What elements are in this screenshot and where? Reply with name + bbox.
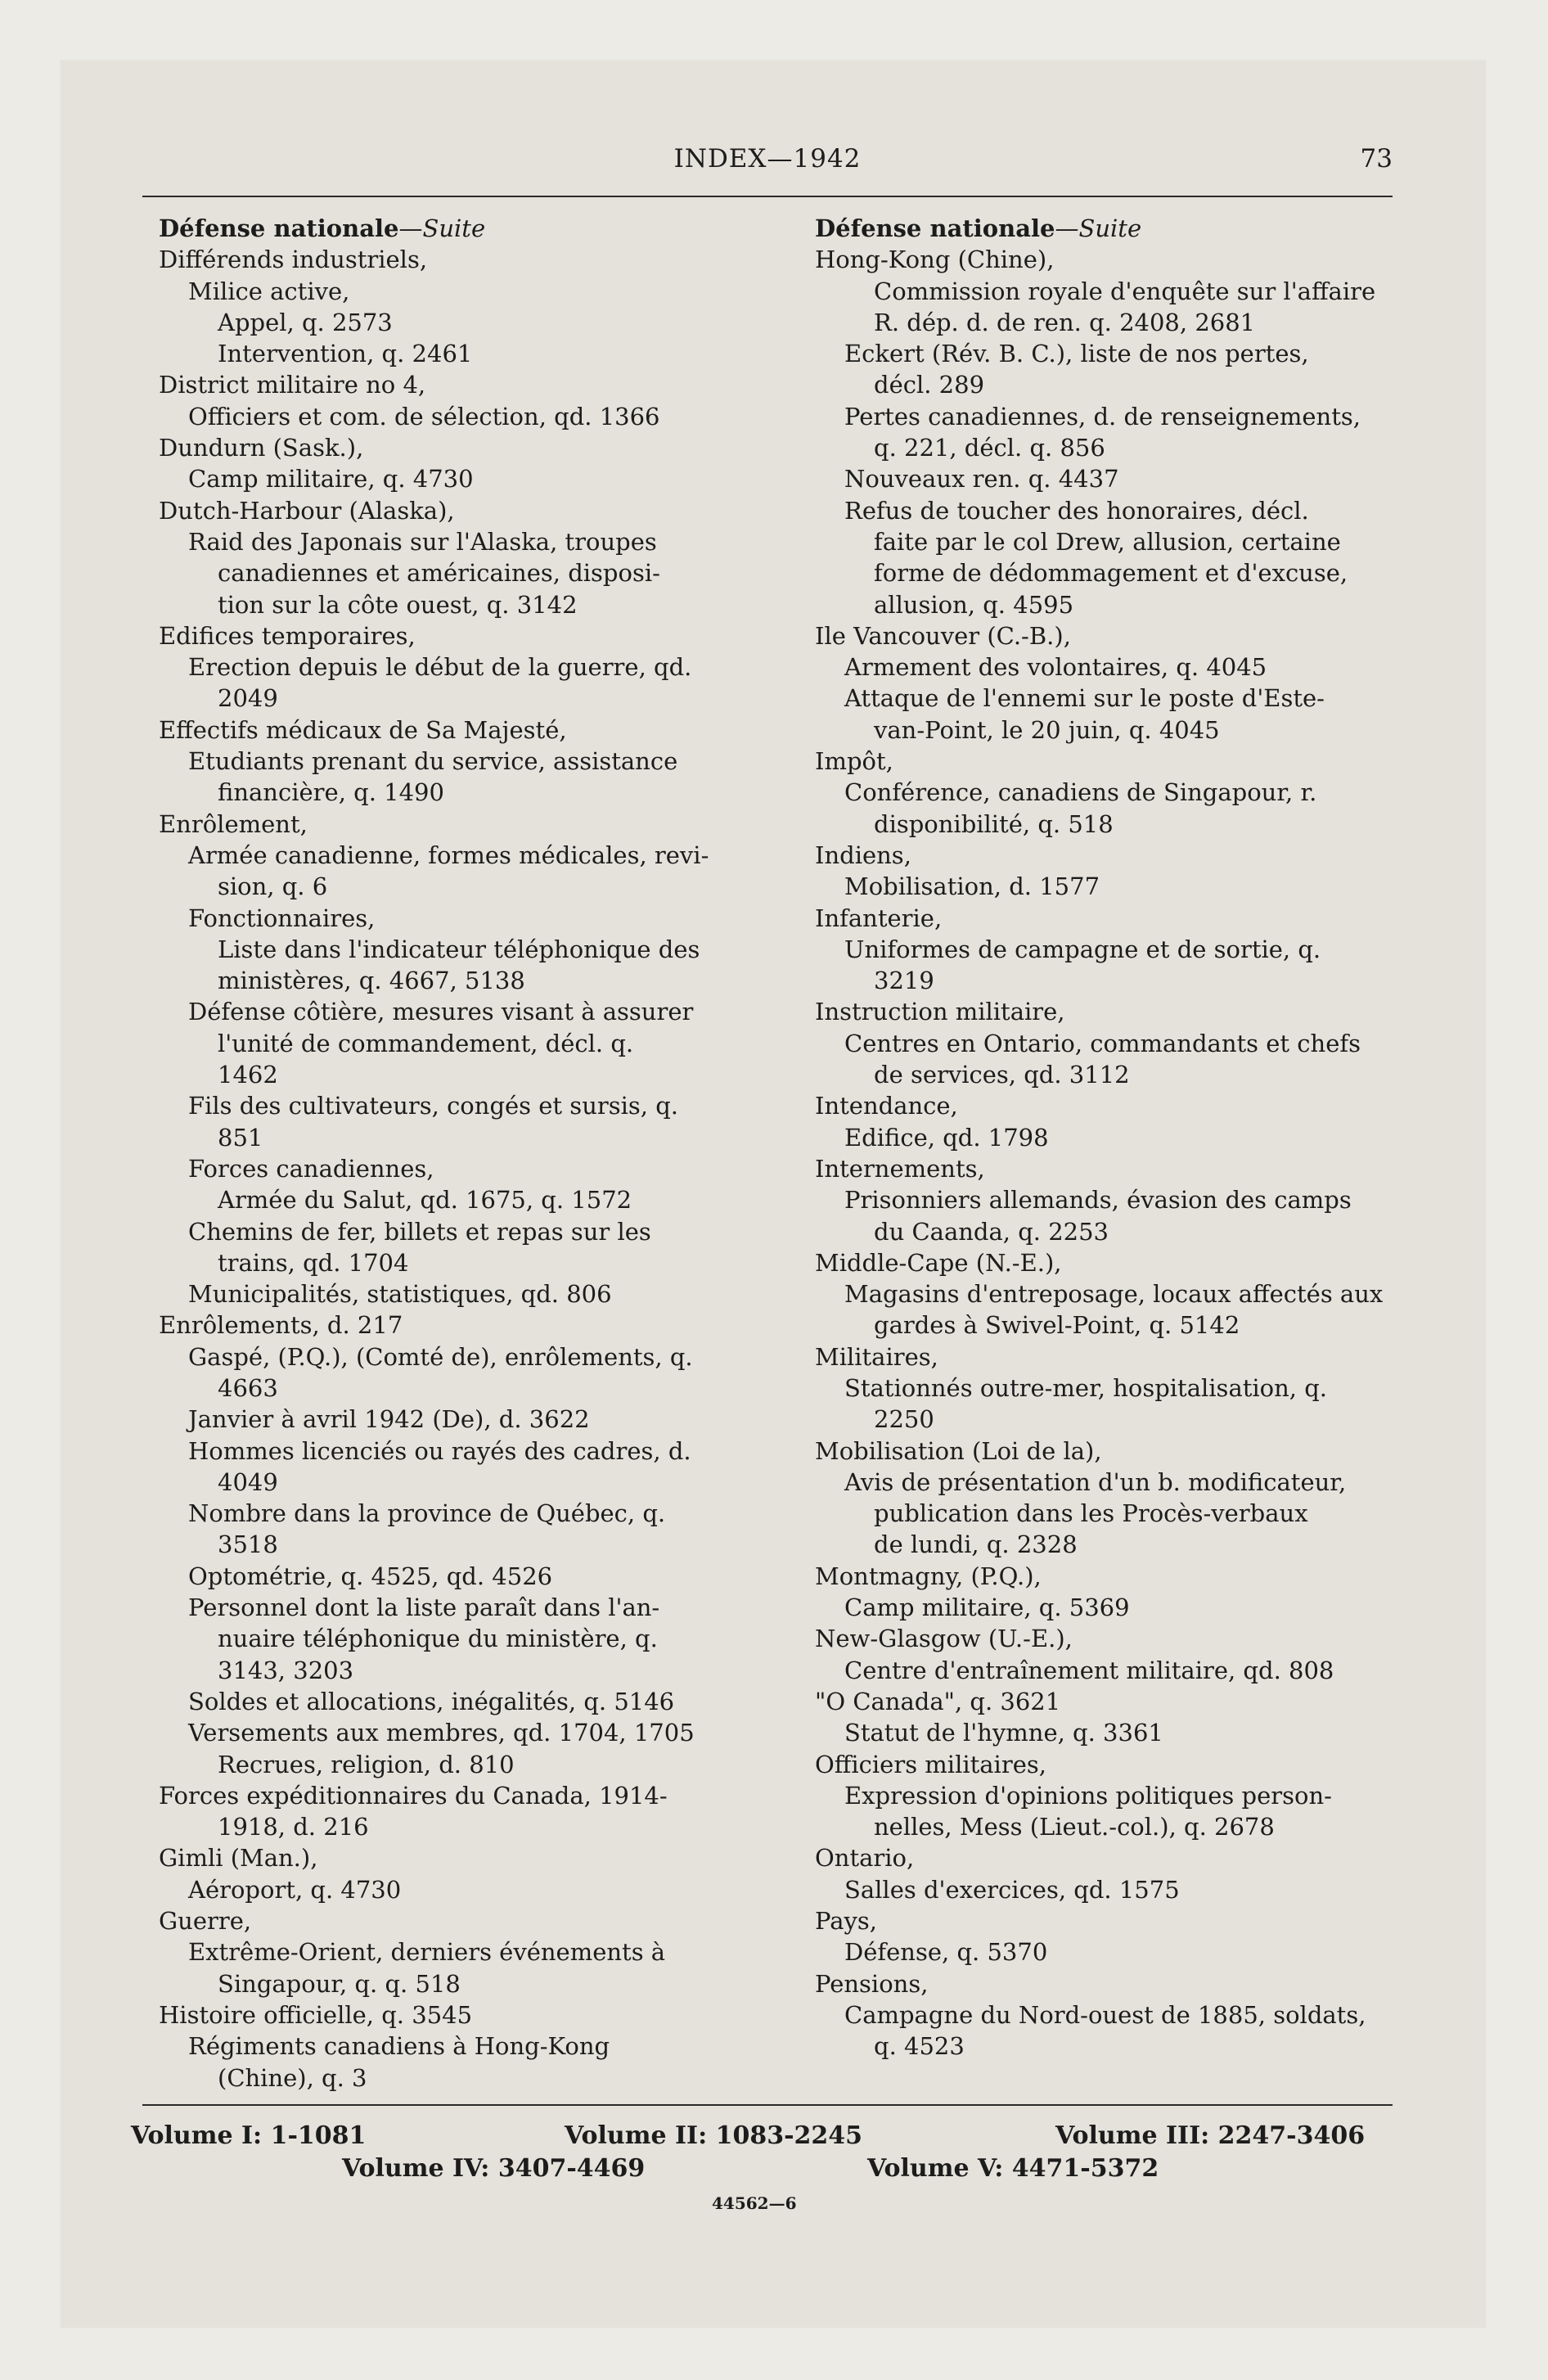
index-entry: 2250 [874, 1405, 934, 1434]
index-entry: Salles d'exercices, qd. 1575 [844, 1875, 1180, 1904]
index-entry: Défense, q. 5370 [844, 1938, 1048, 1967]
index-entry: l'unité de commandement, décl. q. [218, 1029, 634, 1057]
index-entry: Nombre dans la province de Québec, q. [188, 1499, 666, 1528]
index-entry: van-Point, le 20 juin, q. 4045 [874, 715, 1220, 744]
index-entry: décl. 289 [874, 371, 985, 399]
index-entry: Hommes licenciés ou rayés des cadres, d. [188, 1436, 691, 1465]
index-entry: Municipalités, statistiques, qd. 806 [188, 1280, 612, 1309]
index-entry: 1918, d. 216 [218, 1813, 369, 1841]
index-entry: canadiennes et américaines, disposi- [218, 559, 660, 588]
index-entry: Histoire officielle, q. 3545 [159, 2000, 473, 2029]
index-entry: Guerre, [159, 1907, 252, 1936]
right-column [815, 213, 1429, 2062]
index-entry: disponibilité, q. 518 [874, 809, 1114, 838]
index-entry: Fonctionnaires, [188, 904, 376, 932]
index-entry: Centre d'entraînement militaire, qd. 808 [844, 1656, 1334, 1684]
index-entry: Liste dans l'indicateur téléphonique des [218, 935, 700, 963]
index-entry: Conférence, canadiens de Singapour, r. [844, 778, 1317, 807]
index-entry: Officiers et com. de sélection, qd. 1366 [188, 402, 660, 430]
heading-text: Défense nationale [815, 214, 1055, 242]
index-entry: Impôt, [815, 747, 893, 776]
index-entry: Edifice, qd. 1798 [844, 1123, 1049, 1152]
index-entry: 1462 [218, 1061, 278, 1089]
volume-2: Volume II: 1083-2245 [565, 2121, 863, 2150]
index-entry: Internements, [815, 1154, 985, 1183]
page-header [142, 144, 1393, 185]
index-entry: Armée canadienne, formes médicales, revi- [188, 841, 709, 869]
heading-suite: —Suite [1055, 214, 1142, 242]
index-entry: Enrôlement, [159, 809, 308, 838]
index-entry: Statut de l'hymne, q. 3361 [844, 1719, 1163, 1747]
index-entry: Prisonniers allemands, évasion des camps [844, 1186, 1352, 1215]
index-entry: nelles, Mess (Lieut.-col.), q. 2678 [874, 1813, 1275, 1841]
index-entry: Extrême-Orient, derniers événements à [188, 1938, 666, 1967]
index-entry: Edifices temporaires, [159, 621, 416, 650]
index-entry: Effectifs médicaux de Sa Majesté, [159, 715, 567, 744]
page-title: INDEX—1942 [673, 144, 862, 174]
index-entry: publication dans les Procès-verbaux [874, 1499, 1308, 1528]
index-entry: Aéroport, q. 4730 [188, 1875, 402, 1904]
index-entry: 4663 [218, 1373, 278, 1402]
index-entry: Mobilisation (Loi de la), [815, 1436, 1102, 1465]
index-entry: Forces expéditionnaires du Canada, 1914- [159, 1781, 668, 1810]
index-entry: Hong-Kong (Chine), [815, 246, 1055, 274]
index-entry: 3219 [874, 967, 934, 995]
index-entry: du Caanda, q. 2253 [874, 1217, 1109, 1246]
index-entry: Recrues, religion, d. 810 [218, 1750, 515, 1778]
section-heading [815, 213, 1429, 244]
index-entry: Différends industriels, [159, 246, 428, 274]
volume-4: Volume IV: 3407-4469 [342, 2154, 646, 2183]
index-entry: Infanterie, [815, 904, 943, 932]
index-entry: Intervention, q. 2461 [218, 340, 473, 368]
index-entry: Refus de toucher des honoraires, décl. [844, 496, 1309, 525]
index-entry: Magasins d'entreposage, locaux affectés aux [844, 1280, 1384, 1309]
index-entry: trains, qd. 1704 [218, 1248, 409, 1277]
volume-1: Volume I: 1-1081 [131, 2121, 367, 2150]
left-column [159, 213, 772, 2094]
index-entry: forme de dédommagement et d'excuse, [874, 559, 1348, 588]
index-entry: Uniformes de campagne et de sortie, q. [844, 935, 1321, 963]
index-entry: faite par le col Drew, allusion, certaine [874, 527, 1341, 556]
index-entry: Ontario, [815, 1844, 915, 1873]
volume-row-1 [131, 2120, 1407, 2152]
index-entry: Middle-Cape (N.-E.), [815, 1248, 1062, 1277]
index-entry: Pertes canadiennes, d. de renseignements, [844, 402, 1361, 430]
index-entry: Versements aux membres, qd. 1704, 1705 [188, 1719, 695, 1747]
index-entry: Commission royale d'enquête sur l'affaire [874, 277, 1376, 305]
index-entry: 3143, 3203 [218, 1656, 354, 1684]
index-entry: sion, q. 6 [218, 872, 328, 901]
index-entry: Dutch-Harbour (Alaska), [159, 496, 455, 525]
index-entry: gardes à Swivel-Point, q. 5142 [874, 1311, 1240, 1340]
index-entry: "O Canada", q. 3621 [815, 1687, 1061, 1715]
index-entry: Personnel dont la liste paraît dans l'an- [188, 1593, 660, 1622]
index-entry: Armement des volontaires, q. 4045 [844, 653, 1267, 682]
index-entry: Soldes et allocations, inégalités, q. 5146 [188, 1687, 675, 1715]
index-entry: Nouveaux ren. q. 4437 [844, 465, 1119, 494]
index-entry: ministères, q. 4667, 5138 [218, 967, 525, 995]
volume-5: Volume V: 4471-5372 [867, 2154, 1159, 2183]
index-entry: Etudiants prenant du service, assistance [188, 747, 678, 776]
index-entry: allusion, q. 4595 [874, 590, 1074, 619]
index-entry: Erection depuis le début de la guerre, qd. [188, 653, 692, 682]
index-entry: Camp militaire, q. 5369 [844, 1593, 1130, 1622]
index-entry: District militaire no 4, [159, 371, 426, 399]
index-entry: Eckert (Rév. B. C.), liste de nos pertes, [844, 340, 1309, 368]
index-entry: Militaires, [815, 1342, 938, 1371]
index-entry: 3518 [218, 1530, 278, 1559]
index-entry: 2049 [218, 684, 278, 713]
index-entry: Camp militaire, q. 4730 [188, 465, 474, 494]
index-entry: Mobilisation, d. 1577 [844, 872, 1100, 901]
heading-suite: —Suite [398, 214, 486, 242]
index-entry: q. 221, décl. q. 856 [874, 434, 1105, 462]
index-entry: financière, q. 1490 [218, 778, 444, 807]
index-entry: Officiers militaires, [815, 1750, 1046, 1778]
index-entry: Milice active, [188, 277, 350, 305]
footer-rule [142, 2104, 1393, 2106]
index-entry: Pensions, [815, 1969, 929, 1998]
index-entry: Ile Vancouver (C.-B.), [815, 621, 1071, 650]
index-entry: Intendance, [815, 1092, 958, 1120]
index-entry: Instruction militaire, [815, 998, 1065, 1026]
index-entry: R. dép. d. de ren. q. 2408, 2681 [874, 308, 1256, 336]
index-entry: Pays, [815, 1907, 877, 1936]
index-entry: Montmagny, (P.Q.), [815, 1562, 1042, 1590]
index-entry: Fils des cultivateurs, congés et sursis, q. [188, 1092, 678, 1120]
index-entry: Singapour, q. q. 518 [218, 1969, 461, 1998]
index-entry: Expression d'opinions politiques person- [844, 1781, 1332, 1810]
section-heading [159, 213, 772, 244]
index-entry: Campagne du Nord-ouest de 1885, soldats, [844, 2000, 1366, 2029]
index-entry: de services, qd. 3112 [874, 1061, 1130, 1089]
index-entry: Avis de présentation d'un b. modificateur, [844, 1467, 1347, 1496]
index-entry: (Chine), q. 3 [218, 2063, 367, 2092]
index-entry: Forces canadiennes, [188, 1154, 434, 1183]
volume-ranges [131, 2120, 1407, 2185]
volume-3: Volume III: 2247-3406 [1055, 2121, 1366, 2150]
index-entry: Appel, q. 2573 [218, 308, 393, 336]
index-entry: Raid des Japonais sur l'Alaska, troupes [188, 527, 657, 556]
index-entry: Optométrie, q. 4525, qd. 4526 [188, 1562, 553, 1590]
index-entry: 4049 [218, 1467, 278, 1496]
index-entry: Armée du Salut, qd. 1675, q. 1572 [218, 1186, 632, 1215]
index-entry: Régiments canadiens à Hong-Kong [188, 2032, 610, 2061]
index-entry: nuaire téléphonique du ministère, q. [218, 1625, 658, 1653]
index-entry: Gaspé, (P.Q.), (Comté de), enrôlements, q. [188, 1342, 693, 1371]
index-entry: Attaque de l'ennemi sur le poste d'Este- [844, 684, 1325, 713]
index-entry: Chemins de fer, billets et repas sur les [188, 1217, 651, 1246]
index-entry: Défense côtière, mesures visant à assurer [188, 998, 694, 1026]
index-entry: Indiens, [815, 841, 911, 869]
index-entry: Dundurn (Sask.), [159, 434, 364, 462]
index-entry: New-Glasgow (U.-E.), [815, 1625, 1073, 1653]
print-code: 44562—6 [712, 2193, 797, 2213]
index-entry: tion sur la côte ouest, q. 3142 [218, 590, 578, 619]
index-entry: Enrôlements, d. 217 [159, 1311, 403, 1340]
index-entry: Gimli (Man.), [159, 1844, 318, 1873]
header-rule [142, 196, 1393, 197]
page-number: 73 [1360, 144, 1393, 174]
index-entry: q. 4523 [874, 2032, 965, 2061]
index-entry: 851 [218, 1123, 263, 1152]
index-entry: Stationnés outre-mer, hospitalisation, q. [844, 1373, 1328, 1402]
heading-text: Défense nationale [159, 214, 399, 242]
index-entry: Janvier à avril 1942 (De), d. 3622 [188, 1405, 590, 1434]
volume-row-2 [131, 2152, 1407, 2185]
index-entry: de lundi, q. 2328 [874, 1530, 1078, 1559]
index-entry: Centres en Ontario, commandants et chefs [844, 1029, 1361, 1057]
